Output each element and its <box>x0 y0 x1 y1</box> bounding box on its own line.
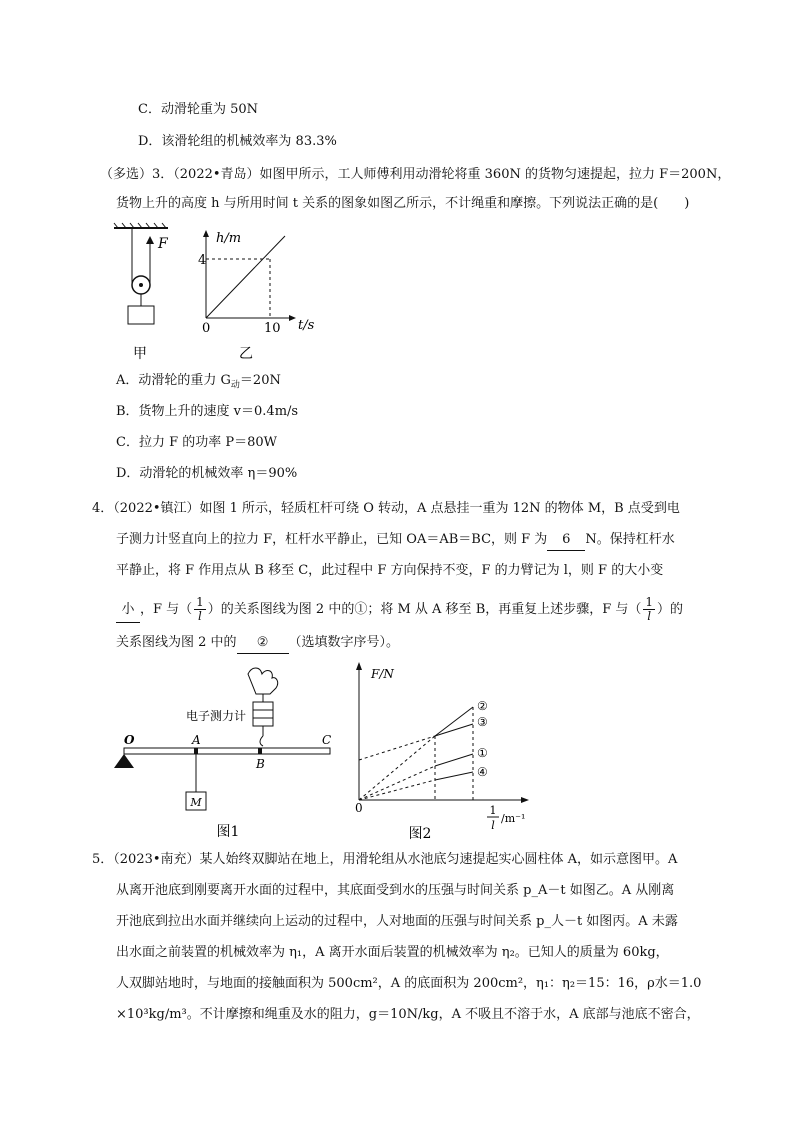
graph-line-2 <box>435 707 473 736</box>
cargo-box <box>128 306 154 324</box>
q5-line1: 5．（2023•南充）某人始终双脚站在地上，用滑轮组从水池底匀速提起实心圆柱体 A，如示意图甲。A <box>92 852 678 867</box>
svg-text:O: O <box>124 733 135 747</box>
svg-text:A: A <box>192 733 201 747</box>
graph-xlabel: t/s <box>298 318 315 333</box>
hand-icon <box>248 668 278 702</box>
graph-origin: 0 <box>202 321 211 336</box>
fig-yi-caption: 乙 <box>239 346 253 362</box>
q4-line4: 小 ，F 与（ $\frac{1}{l}$ ）的关系图线为图 2 中的①；将 M 从 A 移至 B，再重复上述步骤，F 与（ $\frac{1}{l}$ ）的 <box>116 596 683 623</box>
q2-option-d: D．该滑轮组的机械效率为 83.3% <box>138 134 337 149</box>
q5-line5: 人双脚站地时，与地面的接触面积为 500cm²，A 的底面积为 200cm²，η₁：η₂＝15：16，ρ水＝1.0 <box>116 976 702 991</box>
fig2-ylabel: F/N <box>371 667 394 681</box>
svg-text:1: 1 <box>489 804 497 817</box>
svg-text:l: l <box>491 819 495 832</box>
lever-bar <box>124 748 330 754</box>
q4-answer-1: 6 <box>547 530 585 551</box>
q5-line6: ×10³kg/m³。不计摩擦和绳重及水的阻力，g＝10N/kg，A 不吸且不溶于水，A 底部与池底不密合， <box>116 1007 700 1022</box>
q3-fig-yi <box>190 226 330 362</box>
graph-line-4 <box>435 772 473 780</box>
q4-answer-3: ② <box>237 633 289 654</box>
graph-xtick: 10 <box>264 321 281 336</box>
svg-text:B: B <box>256 757 265 771</box>
graph-ylabel: h/m <box>216 231 242 246</box>
q3-option-d: D．动滑轮的机械效率 η＝90% <box>116 466 298 481</box>
ceiling <box>114 223 168 228</box>
force-arrow-icon <box>146 236 154 244</box>
fig2-xunit: /m⁻¹ <box>501 812 526 825</box>
q4-fig2-graph <box>345 656 545 844</box>
q3-option-c: C．拉力 F 的功率 P＝80W <box>116 435 278 450</box>
q5-line3: 开池底到拉出水面并继续向上运动的过程中，人对地面的压强与时间关系 p_人－t 如图丙。A 未露 <box>116 914 678 929</box>
q3-fig-jia <box>108 222 188 362</box>
svg-text:M: M <box>190 796 202 809</box>
q4-line5: 关系图线为图 2 中的 ② （选填数字序号）。 <box>116 633 399 654</box>
q4-line3: 平静止，将 F 作用点从 B 移至 C，此过程中 F 方向保持不变，F 的力臂记为 l，则 F 的大小变 <box>116 563 664 578</box>
graph-ytick: 4 <box>198 253 207 268</box>
fig1-caption: 图1 <box>216 824 240 840</box>
q3-option-a: A．动滑轮的重力 $G_动=20N$ <box>116 373 281 391</box>
graph-line-1 <box>435 754 473 766</box>
svg-text:C: C <box>322 733 332 747</box>
q4-answer-2: 小 <box>116 598 140 623</box>
electronic-meter <box>253 702 273 726</box>
q4-fig1-lever <box>110 664 340 844</box>
q5-line2: 从离开池底到刚要离开水面的过程中，其底面受到水的压强与时间关系 p_A－t 如图乙。A 从刚离 <box>116 883 675 898</box>
force-label: F <box>158 236 168 252</box>
graph-line-3 <box>435 724 473 736</box>
q2-option-c: C．动滑轮重为 50N <box>138 102 258 117</box>
q3-option-b: B．货物上升的速度 v＝0.4m/s <box>116 404 299 419</box>
graph-line-3-label: ③ <box>477 715 488 729</box>
q5-line4: 出水面之前装置的机械效率为 η₁，A 离开水面后装置的机械效率为 η₂。已知人的质量为 60kg， <box>116 945 669 960</box>
q3-stem-line2: 货物上升的高度 h 与所用时间 t 关系的图象如图乙所示，不计绳重和摩擦。下列说法正确的是( ) <box>116 196 690 211</box>
fig2-origin: 0 <box>355 801 363 815</box>
graph-line-2-label: ② <box>477 699 488 713</box>
graph-line-4-label: ④ <box>477 765 488 779</box>
meter-label: 电子测力计 <box>186 709 247 723</box>
fig-jia-caption: 甲 <box>133 346 147 362</box>
graph-line-1-label: ① <box>477 746 488 760</box>
q3-stem-line1: （多选）3．（2022•青岛）如图甲所示，工人师傅利用动滑轮将重 360N 的货物匀速提起，拉力 F＝200N， <box>100 167 731 182</box>
fig2-caption: 图2 <box>408 826 432 842</box>
h-t-line <box>206 236 285 318</box>
q4-line1: 4．（2022•镇江）如图 1 所示，轻质杠杆可绕 O 转动，A 点悬挂一重为 12N 的物体 M，B 点受到电 <box>92 501 680 516</box>
q4-line2: 子测力计竖直向上的拉力 F，杠杆水平静止，已知 OA＝AB＝BC，则 F 为 6 N。保持杠杆水 <box>116 530 675 551</box>
fulcrum-icon <box>114 754 134 768</box>
